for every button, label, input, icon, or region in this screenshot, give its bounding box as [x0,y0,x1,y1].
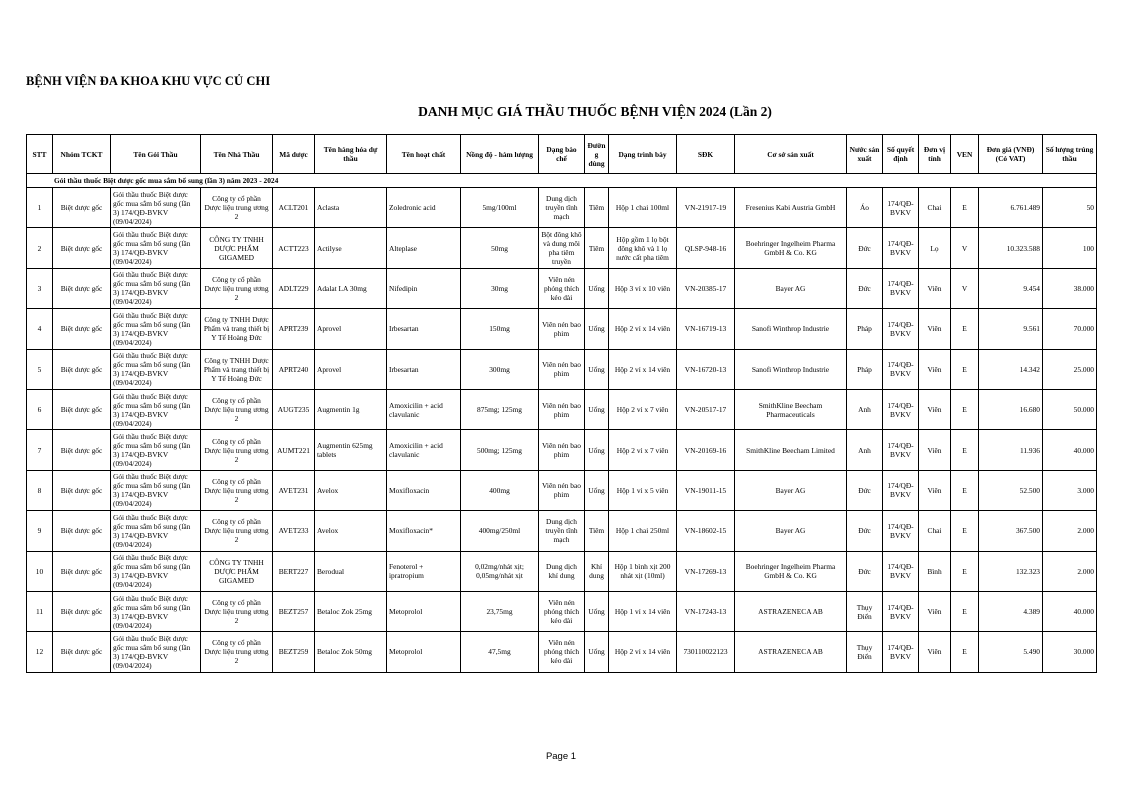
cell-sdk: VN-20169-16 [677,430,735,470]
cell-nhom: Biệt dược gốc [53,228,111,268]
column-header: Nước sản xuất [847,135,883,174]
cell-ten-hang: Aprovel [315,349,387,389]
cell-ma: BEZT259 [273,632,315,672]
cell-dang-bc: Viên nén bao phim [539,309,585,349]
cell-so-luong: 50 [1043,188,1097,228]
cell-ma: APRT240 [273,349,315,389]
cell-sdk: VN-16720-13 [677,349,735,389]
cell-stt: 12 [27,632,53,672]
cell-co-so: Bayer AG [735,268,847,308]
cell-co-so: SmithKline Beecham Limited [735,430,847,470]
cell-nuoc: Đức [847,551,883,591]
cell-so-qd: 174/QĐ-BVKV [883,188,919,228]
cell-goi: Gói thầu thuốc Biệt dược gốc mua sắm bổ sung (lần 3) 174/QĐ-BVKV (09/04/2024) [111,511,201,551]
cell-ma: AVET231 [273,470,315,510]
cell-trinh-bay: Hộp 2 vỉ x 7 viên [609,430,677,470]
table-header [27,135,1097,174]
cell-nong-do: 30mg [461,268,539,308]
cell-goi: Gói thầu thuốc Biệt dược gốc mua sắm bổ sung (lần 3) 174/QĐ-BVKV (09/04/2024) [111,309,201,349]
cell-duong: Uống [585,591,609,631]
column-header: STT [27,135,53,174]
table-body [27,174,1097,673]
cell-don-gia: 6.761.489 [979,188,1043,228]
page-number: Page 1 [545,751,577,762]
cell-dang-bc: Viên nén phóng thích kéo dài [539,591,585,631]
cell-so-luong: 50.000 [1043,389,1097,429]
cell-nong-do: 400mg/250ml [461,511,539,551]
cell-nong-do: 0,02mg/nhát xịt; 0,05mg/nhát xịt [461,551,539,591]
cell-sdk: VN-21917-19 [677,188,735,228]
cell-ten-hang: Aprovel [315,309,387,349]
cell-goi: Gói thầu thuốc Biệt dược gốc mua sắm bổ sung (lần 3) 174/QĐ-BVKV (09/04/2024) [111,268,201,308]
cell-trinh-bay: Hộp 2 vỉ x 14 viên [609,632,677,672]
table-row [27,511,1097,551]
hospital-name: BỆNH VIỆN ĐA KHOA KHU VỰC CỦ CHI [26,74,271,88]
cell-stt: 1 [27,188,53,228]
cell-nuoc: Đức [847,511,883,551]
cell-sdk: VN-20517-17 [677,389,735,429]
group-title: Gói thầu thuốc Biệt dược gốc mua sắm bổ sung (lần 3) năm 2023 - 2024 [27,174,1097,188]
column-header: Mã dược [273,135,315,174]
drug-price-table [26,134,1097,673]
cell-dang-bc: Dung dịch truyền tĩnh mạch [539,188,585,228]
cell-so-qd: 174/QĐ-BVKV [883,268,919,308]
cell-sdk: VN-18602-15 [677,511,735,551]
page-title: DANH MỤC GIÁ THẦU THUỐC BỆNH VIỆN 2024 (Lần 2) [418,104,772,119]
cell-co-so: SmithKline Beecham Pharmaceuticals [735,389,847,429]
cell-co-so: Bayer AG [735,511,847,551]
cell-so-qd: 174/QĐ-BVKV [883,551,919,591]
cell-goi: Gói thầu thuốc Biệt dược gốc mua sắm bổ sung (lần 3) 174/QĐ-BVKV (09/04/2024) [111,470,201,510]
cell-sdk: VN-19011-15 [677,470,735,510]
cell-ven: E [951,551,979,591]
cell-hoat-chat: Metoprolol [387,632,461,672]
cell-nha-thau: Công ty TNHH Dược Phẩm và trang thiết bị Y Tế Hoàng Đức [201,309,273,349]
cell-nha-thau: Công ty cổ phần Dược liệu trung ương 2 [201,268,273,308]
cell-nhom: Biệt dược gốc [53,511,111,551]
cell-trinh-bay: Hộp 1 chai 100ml [609,188,677,228]
cell-so-qd: 174/QĐ-BVKV [883,430,919,470]
cell-dvt: Viên [919,268,951,308]
cell-goi: Gói thầu thuốc Biệt dược gốc mua sắm bổ sung (lần 3) 174/QĐ-BVKV (09/04/2024) [111,551,201,591]
table-row [27,470,1097,510]
cell-so-qd: 174/QĐ-BVKV [883,470,919,510]
cell-dang-bc: Viên nén bao phim [539,389,585,429]
cell-sdk: VN-20385-17 [677,268,735,308]
cell-stt: 9 [27,511,53,551]
table-row [27,309,1097,349]
cell-nhom: Biệt dược gốc [53,470,111,510]
cell-hoat-chat: Irbesartan [387,309,461,349]
table-row [27,349,1097,389]
cell-ma: AVET233 [273,511,315,551]
column-header: Dạng bào chế [539,135,585,174]
cell-co-so: Boehringer Ingelheim Pharma GmbH & Co. KG [735,228,847,268]
cell-dang-bc: Viên nén bao phim [539,470,585,510]
cell-trinh-bay: Hộp 1 vỉ x 5 viên [609,470,677,510]
cell-nuoc: Áo [847,188,883,228]
cell-nhom: Biệt dược gốc [53,389,111,429]
cell-co-so: Fresenius Kabi Austria GmbH [735,188,847,228]
cell-dvt: Viên [919,349,951,389]
cell-duong: Tiêm [585,188,609,228]
cell-goi: Gói thầu thuốc Biệt dược gốc mua sắm bổ sung (lần 3) 174/QĐ-BVKV (09/04/2024) [111,430,201,470]
cell-don-gia: 11.936 [979,430,1043,470]
cell-nha-thau: Công ty cổ phần Dược liệu trung ương 2 [201,430,273,470]
column-header: Tên Gói Thầu [111,135,201,174]
cell-ten-hang: Berodual [315,551,387,591]
cell-nha-thau: Công ty cổ phần Dược liệu trung ương 2 [201,632,273,672]
cell-ten-hang: Augmentin 625mg tablets [315,430,387,470]
cell-nhom: Biệt dược gốc [53,268,111,308]
cell-dvt: Chai [919,511,951,551]
cell-so-qd: 174/QĐ-BVKV [883,228,919,268]
cell-goi: Gói thầu thuốc Biệt dược gốc mua sắm bổ sung (lần 3) 174/QĐ-BVKV (09/04/2024) [111,591,201,631]
cell-nhom: Biệt dược gốc [53,430,111,470]
cell-nong-do: 47,5mg [461,632,539,672]
cell-nha-thau: Công ty cổ phần Dược liệu trung ương 2 [201,389,273,429]
cell-nong-do: 23,75mg [461,591,539,631]
cell-stt: 8 [27,470,53,510]
cell-dvt: Viên [919,632,951,672]
cell-don-gia: 9.561 [979,309,1043,349]
column-header: Số quyết định [883,135,919,174]
cell-nuoc: Pháp [847,309,883,349]
cell-ma: ADLT229 [273,268,315,308]
cell-ma: AUMT221 [273,430,315,470]
cell-duong: Uống [585,309,609,349]
cell-ven: E [951,470,979,510]
table-row [27,188,1097,228]
cell-hoat-chat: Zoledronic acid [387,188,461,228]
cell-duong: Khí dung [585,551,609,591]
cell-nong-do: 400mg [461,470,539,510]
cell-nong-do: 150mg [461,309,539,349]
cell-so-luong: 30.000 [1043,632,1097,672]
cell-so-qd: 174/QĐ-BVKV [883,511,919,551]
cell-nha-thau: CÔNG TY TNHH DƯỢC PHẨM GIGAMED [201,228,273,268]
cell-so-luong: 40.000 [1043,430,1097,470]
column-header: SĐK [677,135,735,174]
cell-stt: 7 [27,430,53,470]
cell-dang-bc: Viên nén phóng thích kéo dài [539,268,585,308]
cell-don-gia: 4.389 [979,591,1043,631]
cell-so-luong: 2.000 [1043,551,1097,591]
cell-nhom: Biệt dược gốc [53,349,111,389]
cell-duong: Tiêm [585,511,609,551]
group-row [27,174,1097,188]
cell-ten-hang: Betaloc Zok 50mg [315,632,387,672]
cell-dang-bc: Viên nén phóng thích kéo dài [539,632,585,672]
cell-duong: Uống [585,349,609,389]
cell-hoat-chat: Moxifloxacin [387,470,461,510]
cell-duong: Uống [585,470,609,510]
cell-ten-hang: Aclasta [315,188,387,228]
cell-co-so: Bayer AG [735,470,847,510]
cell-sdk: VN-16719-13 [677,309,735,349]
cell-co-so: Boehringer Ingelheim Pharma GmbH & Co. KG [735,551,847,591]
cell-don-gia: 16.680 [979,389,1043,429]
cell-nong-do: 50mg [461,228,539,268]
cell-hoat-chat: Metoprolol [387,591,461,631]
cell-dang-bc: Bột đông khô và dung môi pha tiêm truyền [539,228,585,268]
cell-nong-do: 300mg [461,349,539,389]
cell-so-luong: 100 [1043,228,1097,268]
cell-duong: Uống [585,430,609,470]
cell-hoat-chat: Irbesartan [387,349,461,389]
column-header: Tên Nhà Thầu [201,135,273,174]
cell-trinh-bay: Hộp 2 vỉ x 14 viên [609,309,677,349]
cell-ten-hang: Avelox [315,511,387,551]
cell-nhom: Biệt dược gốc [53,309,111,349]
cell-nong-do: 500mg; 125mg [461,430,539,470]
column-header: Cơ sở sản xuất [735,135,847,174]
cell-nuoc: Đức [847,228,883,268]
cell-so-qd: 174/QĐ-BVKV [883,309,919,349]
cell-goi: Gói thầu thuốc Biệt dược gốc mua sắm bổ sung (lần 3) 174/QĐ-BVKV (09/04/2024) [111,188,201,228]
cell-trinh-bay: Hộp 1 vỉ x 14 viên [609,591,677,631]
cell-dang-bc: Dung dịch truyền tĩnh mạch [539,511,585,551]
cell-so-luong: 40.000 [1043,591,1097,631]
cell-don-gia: 9.454 [979,268,1043,308]
cell-ten-hang: Adalat LA 30mg [315,268,387,308]
column-header: Nồng độ - hàm lượng [461,135,539,174]
cell-so-luong: 3.000 [1043,470,1097,510]
cell-dvt: Viên [919,591,951,631]
column-header: Nhóm TCKT [53,135,111,174]
cell-nong-do: 5mg/100ml [461,188,539,228]
cell-ten-hang: Avelox [315,470,387,510]
cell-hoat-chat: Nifedipin [387,268,461,308]
cell-hoat-chat: Amoxicilin + acid clavulanic [387,389,461,429]
column-header: Đơn vị tính [919,135,951,174]
cell-don-gia: 367.500 [979,511,1043,551]
cell-nuoc: Thụy Điển [847,632,883,672]
cell-dvt: Bình [919,551,951,591]
cell-don-gia: 5.490 [979,632,1043,672]
cell-co-so: Sanofi Winthrop Industrie [735,349,847,389]
cell-co-so: Sanofi Winthrop Industrie [735,309,847,349]
cell-trinh-bay: Hộp 3 vỉ x 10 viên [609,268,677,308]
cell-hoat-chat: Fenoterol + ipratropium [387,551,461,591]
cell-goi: Gói thầu thuốc Biệt dược gốc mua sắm bổ sung (lần 3) 174/QĐ-BVKV (09/04/2024) [111,228,201,268]
cell-ven: V [951,268,979,308]
column-header: Tên hàng hóa dự thầu [315,135,387,174]
cell-goi: Gói thầu thuốc Biệt dược gốc mua sắm bổ sung (lần 3) 174/QĐ-BVKV (09/04/2024) [111,632,201,672]
cell-nuoc: Thụy Điển [847,591,883,631]
cell-ven: E [951,591,979,631]
cell-goi: Gói thầu thuốc Biệt dược gốc mua sắm bổ sung (lần 3) 174/QĐ-BVKV (09/04/2024) [111,389,201,429]
cell-nha-thau: Công ty cổ phần Dược liệu trung ương 2 [201,591,273,631]
cell-sdk: VN-17269-13 [677,551,735,591]
cell-ma: BEZT257 [273,591,315,631]
table-row [27,551,1097,591]
cell-dvt: Viên [919,430,951,470]
cell-duong: Tiêm [585,228,609,268]
column-header: Tên hoạt chất [387,135,461,174]
cell-nuoc: Pháp [847,349,883,389]
cell-dang-bc: Viên nén bao phim [539,349,585,389]
cell-so-luong: 70.000 [1043,309,1097,349]
cell-trinh-bay: Hộp gồm 1 lọ bột đông khô và 1 lọ nước cất pha tiêm [609,228,677,268]
cell-dang-bc: Viên nén bao phim [539,430,585,470]
cell-ven: E [951,309,979,349]
cell-dvt: Viên [919,470,951,510]
column-header: Dạng trình bày [609,135,677,174]
cell-don-gia: 10.323.588 [979,228,1043,268]
cell-hoat-chat: Amoxicilin + acid clavulanic [387,430,461,470]
cell-so-luong: 38.000 [1043,268,1097,308]
cell-so-luong: 2.000 [1043,511,1097,551]
cell-sdk: 730110022123 [677,632,735,672]
cell-ven: E [951,188,979,228]
cell-nhom: Biệt dược gốc [53,591,111,631]
cell-trinh-bay: Hộp 2 vỉ x 14 viên [609,349,677,389]
cell-goi: Gói thầu thuốc Biệt dược gốc mua sắm bổ sung (lần 3) 174/QĐ-BVKV (09/04/2024) [111,349,201,389]
cell-trinh-bay: Hộp 2 vỉ x 7 viên [609,389,677,429]
cell-ma: APRT239 [273,309,315,349]
column-header: Số lượng trúng thầu [1043,135,1097,174]
cell-so-luong: 25.000 [1043,349,1097,389]
table-row [27,228,1097,268]
cell-ma: AUGT235 [273,389,315,429]
cell-duong: Uống [585,389,609,429]
cell-stt: 6 [27,389,53,429]
cell-nhom: Biệt dược gốc [53,188,111,228]
cell-so-qd: 174/QĐ-BVKV [883,389,919,429]
cell-ma: ACTT223 [273,228,315,268]
cell-dang-bc: Dung dịch khí dung [539,551,585,591]
cell-nha-thau: CÔNG TY TNHH DƯỢC PHẨM GIGAMED [201,551,273,591]
cell-nhom: Biệt dược gốc [53,551,111,591]
cell-dvt: Chai [919,188,951,228]
cell-stt: 2 [27,228,53,268]
cell-nha-thau: Công ty cổ phần Dược liệu trung ương 2 [201,470,273,510]
cell-stt: 5 [27,349,53,389]
cell-ten-hang: Augmentin 1g [315,389,387,429]
cell-ten-hang: Betaloc Zok 25mg [315,591,387,631]
table-row [27,591,1097,631]
cell-co-so: ASTRAZENECA AB [735,591,847,631]
cell-so-qd: 174/QĐ-BVKV [883,349,919,389]
cell-so-qd: 174/QĐ-BVKV [883,632,919,672]
cell-nhom: Biệt dược gốc [53,632,111,672]
cell-hoat-chat: Moxifloxacin* [387,511,461,551]
cell-ven: E [951,632,979,672]
table-row [27,632,1097,672]
cell-nuoc: Đức [847,268,883,308]
column-header: VEN [951,135,979,174]
cell-stt: 10 [27,551,53,591]
column-header: Đường dùng [585,135,609,174]
table-row [27,430,1097,470]
cell-sdk: QLSP-948-16 [677,228,735,268]
cell-duong: Uống [585,632,609,672]
cell-co-so: ASTRAZENECA AB [735,632,847,672]
cell-ven: E [951,389,979,429]
cell-duong: Uống [585,268,609,308]
cell-ma: BERT227 [273,551,315,591]
cell-trinh-bay: Hộp 1 chai 250ml [609,511,677,551]
cell-nong-do: 875mg; 125mg [461,389,539,429]
cell-trinh-bay: Hộp 1 bình xịt 200 nhát xịt (10ml) [609,551,677,591]
cell-dvt: Viên [919,309,951,349]
cell-stt: 4 [27,309,53,349]
table-row [27,389,1097,429]
cell-ma: ACLT201 [273,188,315,228]
cell-stt: 11 [27,591,53,631]
cell-don-gia: 132.323 [979,551,1043,591]
column-header: Đơn giá (VNĐ) (Có VAT) [979,135,1043,174]
cell-stt: 3 [27,268,53,308]
cell-sdk: VN-17243-13 [677,591,735,631]
cell-so-qd: 174/QĐ-BVKV [883,591,919,631]
cell-ven: V [951,228,979,268]
cell-nha-thau: Công ty TNHH Dược Phẩm và trang thiết bị Y Tế Hoàng Đức [201,349,273,389]
cell-don-gia: 52.500 [979,470,1043,510]
cell-nuoc: Đức [847,470,883,510]
cell-dvt: Lọ [919,228,951,268]
cell-nuoc: Anh [847,430,883,470]
cell-nha-thau: Công ty cổ phần Dược liệu trung ương 2 [201,188,273,228]
cell-ven: E [951,430,979,470]
cell-dvt: Viên [919,389,951,429]
cell-ven: E [951,511,979,551]
cell-nha-thau: Công ty cổ phần Dược liệu trung ương 2 [201,511,273,551]
table-row [27,268,1097,308]
cell-hoat-chat: Alteplase [387,228,461,268]
cell-don-gia: 14.342 [979,349,1043,389]
cell-ven: E [951,349,979,389]
cell-ten-hang: Actilyse [315,228,387,268]
cell-nuoc: Anh [847,389,883,429]
